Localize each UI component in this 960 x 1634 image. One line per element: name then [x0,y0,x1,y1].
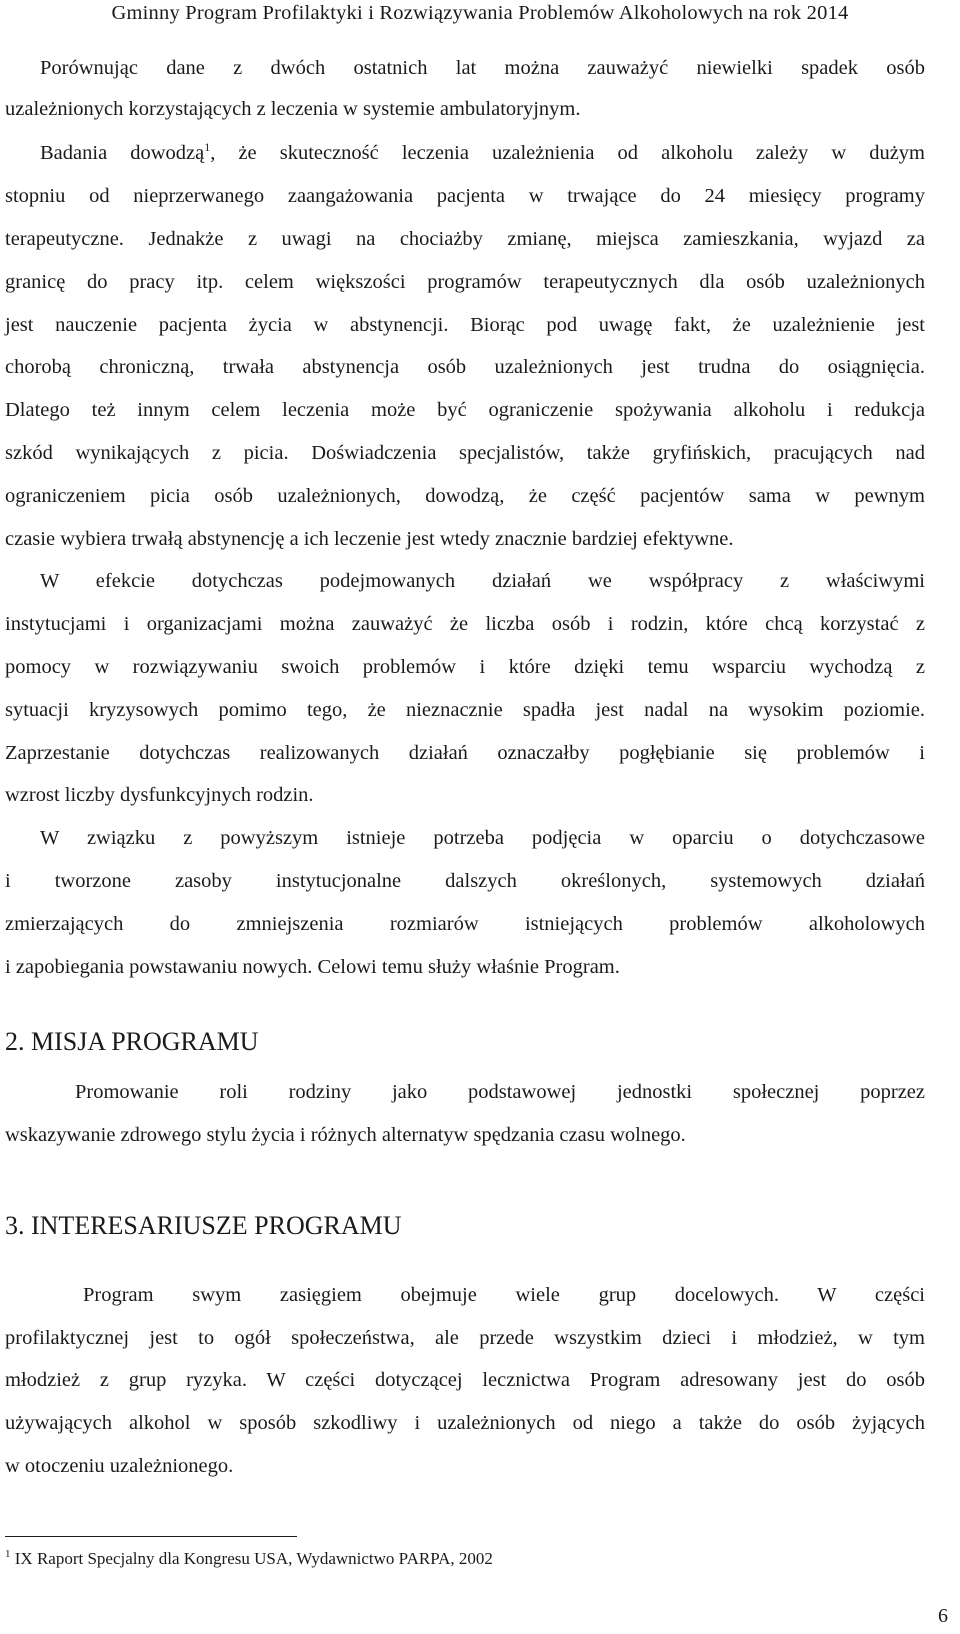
body-line: Dlatego też innym celem leczenia może być ograniczenie spożywania alkoholu i redukcja [5,399,925,421]
body-line: pomocy w rozwiązywaniu swoich problemów i które dzięki temu wsparciu wychodzą z [5,656,925,678]
body-line: wskazywanie zdrowego stylu życia i różnych alternatyw spędzania czasu wolnego. [5,1124,686,1146]
body-line: młodzież z grup ryzyka. W części dotyczącej lecznictwa Program adresowany jest do osób [5,1369,925,1391]
footnote-number: 1 [5,1548,11,1560]
body-line: Program swym zasięgiem obejmuje wiele grup docelowych. W części [83,1284,925,1306]
body-line: wzrost liczby dysfunkcyjnych rodzin. [5,784,314,806]
body-line: i tworzone zasoby instytucjonalne dalszych określonych, systemowych działań [5,870,925,892]
body-line: instytucjami i organizacjami można zauważyć że liczba osób i rodzin, które chcą korzystać z [5,613,925,635]
body-line: zmierzających do zmniejszenia rozmiarów istniejących problemów alkoholowych [5,913,925,935]
body-line: profilaktycznej jest to ogół społeczeństwa, ale przede wszystkim dzieci i młodzież, w tym [5,1327,925,1349]
section-heading: 3. INTERESARIUSZE PROGRAMU [5,1211,402,1240]
footnote-separator [5,1536,297,1537]
body-line: jest nauczenie pacjenta życia w abstynencji. Biorąc pod uwagę fakt, że uzależnienie jest [5,314,925,336]
page-number: 6 [938,1605,948,1627]
body-line: W związku z powyższym istnieje potrzeba podjęcia w oparciu o dotychczasowe [40,827,925,849]
body-line: Zaprzestanie dotychczas realizowanych działań oznaczałby pogłębianie się problemów i [5,742,925,764]
body-line: W efekcie dotychczas podejmowanych działań we współpracy z właściwymi [40,570,925,592]
body-text: , że skuteczność leczenia uzależnienia od alkoholu zależy w dużym [210,142,925,164]
running-header: Gminny Program Profilaktyki i Rozwiązywania Problemów Alkoholowych na rok 2014 [111,2,849,24]
body-line [40,142,925,165]
body-line: Porównując dane z dwóch ostatnich lat można zauważyć niewielki spadek osób [40,57,925,79]
body-text: Badania dowodzą [40,142,205,164]
section-heading: 2. MISJA PROGRAMU [5,1027,259,1056]
body-line: uzależnionych korzystających z leczenia w systemie ambulatoryjnym. [5,98,581,120]
body-line: czasie wybiera trwałą abstynencję a ich leczenie jest wtedy znacznie bardziej efektywne. [5,528,734,550]
footnote-text: IX Raport Specjalny dla Kongresu USA, Wydawnictwo PARPA, 2002 [10,1549,493,1568]
body-line: sytuacji kryzysowych pomimo tego, że nieznacznie spadła jest nadal na wysokim poziomie. [5,699,925,721]
body-line: szkód wynikających z picia. Doświadczenia specjalistów, także gryfińskich, pracujących nad [5,442,925,464]
body-line: terapeutyczne. Jednakże z uwagi na chociażby zmianę, miejsca zamieszkania, wyjazd za [5,228,925,250]
body-line: stopniu od nieprzerwanego zaangażowania pacjenta w trwające do 24 miesięcy programy [5,185,925,207]
body-line: Promowanie roli rodziny jako podstawowej jednostki społecznej poprzez [75,1081,925,1103]
body-line: w otoczeniu uzależnionego. [5,1455,234,1477]
footnote-reference: 1 [204,140,211,154]
body-line: chorobą chroniczną, trwała abstynencja osób uzależnionych jest trudna do osiągnięcia. [5,356,925,378]
body-line: granicę do pracy itp. celem większości programów terapeutycznych dla osób uzależnionych [5,271,925,293]
body-line: ograniczeniem picia osób uzależnionych, dowodzą, że część pacjentów sama w pewnym [5,485,925,507]
footnote [5,1549,493,1569]
body-line: i zapobiegania powstawaniu nowych. Celowi temu służy właśnie Program. [5,956,620,978]
body-line: używających alkohol w sposób szkodliwy i uzależnionych od niego a także do osób żyjących [5,1412,925,1434]
